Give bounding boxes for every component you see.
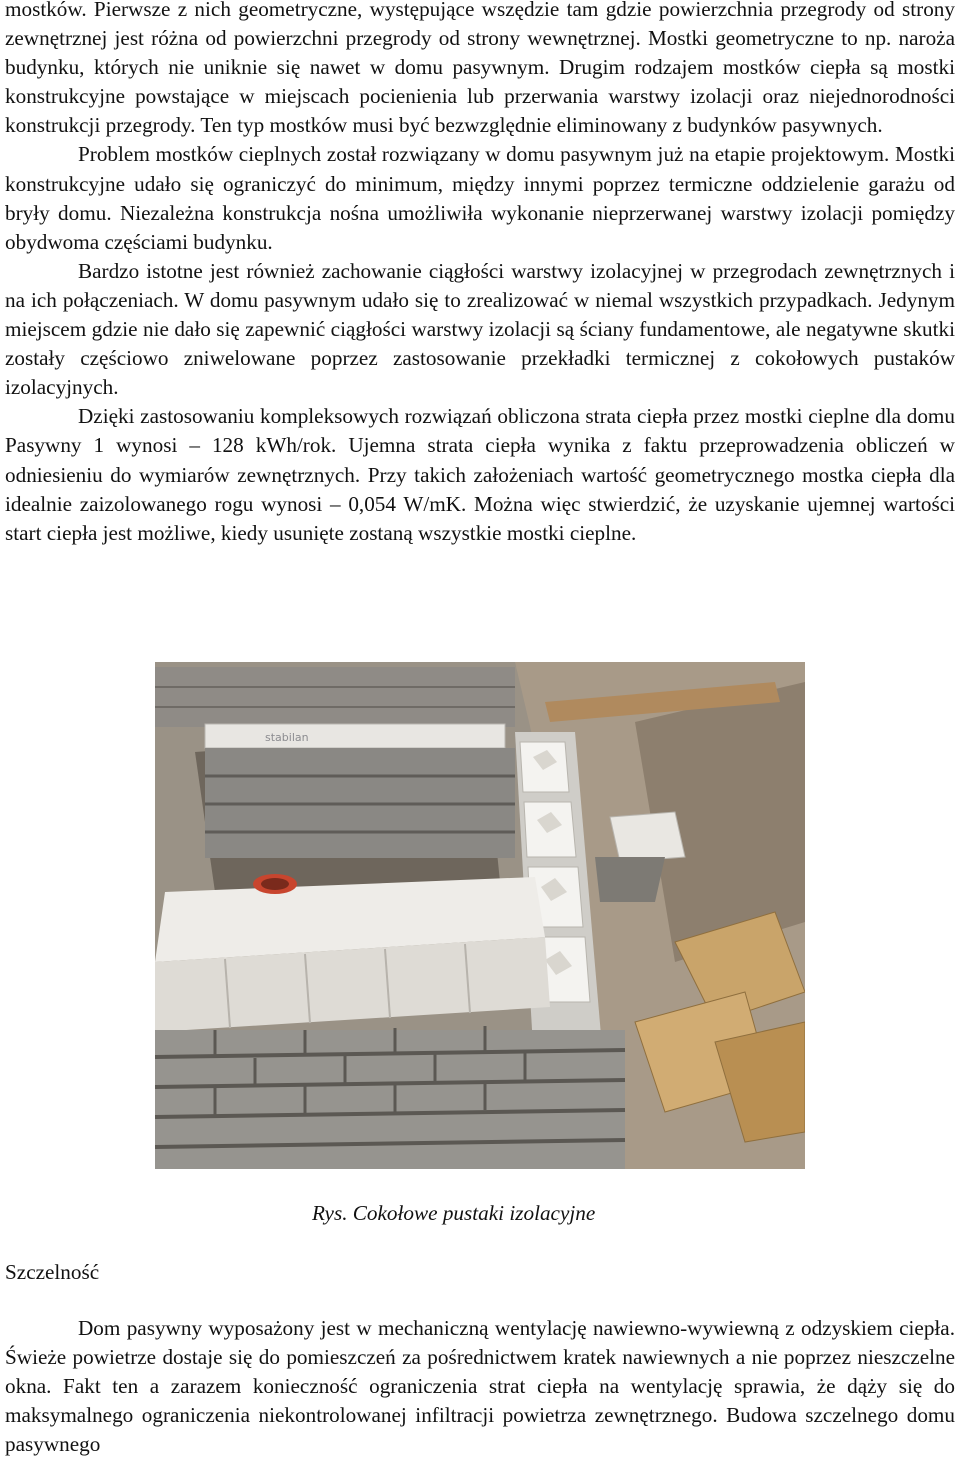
section-heading: Szczelność <box>5 1260 100 1284</box>
block-label: stabilan <box>265 731 309 744</box>
paragraph-insulation-continuity: Bardzo istotne jest również zachowanie ciągłości warstwy izolacyjnej w przegrodach zewnętrznych i na ich połączeniach. W domu pasywnym udało się to zrealizować w niemal wszystkich przypadkach. Jedynym miejscem gdzie nie dało się zapewnić ciągłości warstwy izolacji są ściany fundamentowe, ale negatywne skutki zostały częściowo zniwelowane poprzez zastosowanie przekładki termicznej z cokołowych pustaków izolacyjnych. <box>5 258 955 400</box>
paragraph-airtightness: Dom pasywny wyposażony jest w mechaniczną wentylację nawiewno-wywiewną z odzyskiem ciepła. Świeże powietrze dostaje się do pomieszczeń za pośrednictwem kratek nawiewnych a nie poprzez nieszczelne okna. Fakt ten a zarazem konieczność ograniczenia strat ciepła na wentylację sprawia, że dąży się do maksymalnego ograniczenia niekontrolowanej infiltracji powietrza zewnętrznego. Budowa szczelnego domu pasywnego <box>5 1316 955 1457</box>
paragraph-heat-loss-result: Dzięki zastosowaniu kompleksowych rozwiązań obliczona strata ciepła przez mostki cieplne dla domu Pasywny 1 wynosi – 128 kWh/rok. Ujemna strata ciepła wynika z faktu przeprowadzenia obliczeń w odniesieniu do wymiarów zewnętrznych. Przy takich założeniach wartość geometrycznego mostka ciepła dla idealnie zaizolowanego rogu wynosi – 0,054 W/mK. Można więc stwierdzić, że uzyskanie ujemnej wartości start ciepła jest możliwe, kiedy usunięte zostaną wszystkie mostki cieplne. <box>5 404 955 545</box>
paragraph-thermal-bridges-types: mostków. Pierwsze z nich geometryczne, występujące wszędzie tam gdzie powierzchnia przegrody od strony zewnętrznej jest różna od powierzchni przegrody od strony wewnętrznej. Mostki geometryczne to np. naroża budynku, których nie uniknie się nawet w domu pasywnym. Drugim rodzajem mostków ciepła są mostki konstrukcyjne powstające w miejscach pocienienia lub przerwania warstwy izolacji oraz niejednorodności konstrukcji przegrody. Ten typ mostków musi być bezwzględnie eliminowany z budynków pasywnych. <box>5 0 955 138</box>
figure-caption: Rys. Cokołowe pustaki izolacyjne <box>312 1201 596 1225</box>
body-text-top <box>5 0 955 548</box>
foundation-photo <box>155 662 805 1169</box>
body-text-bottom <box>5 1314 955 1459</box>
foundation-photo-illustration <box>155 662 805 1169</box>
paragraph-bridges-solution: Problem mostków cieplnych został rozwiązany w domu pasywnym już na etapie projektowym. Mostki konstrukcyjne udało się ograniczyć do minimum, między innymi poprzez termiczne oddzielenie garażu od bryły domu. Niezależna konstrukcja nośna umożliwiła wykonanie nieprzerwanej warstwy izolacji pomiędzy obydwoma częściami budynku. <box>5 142 955 254</box>
